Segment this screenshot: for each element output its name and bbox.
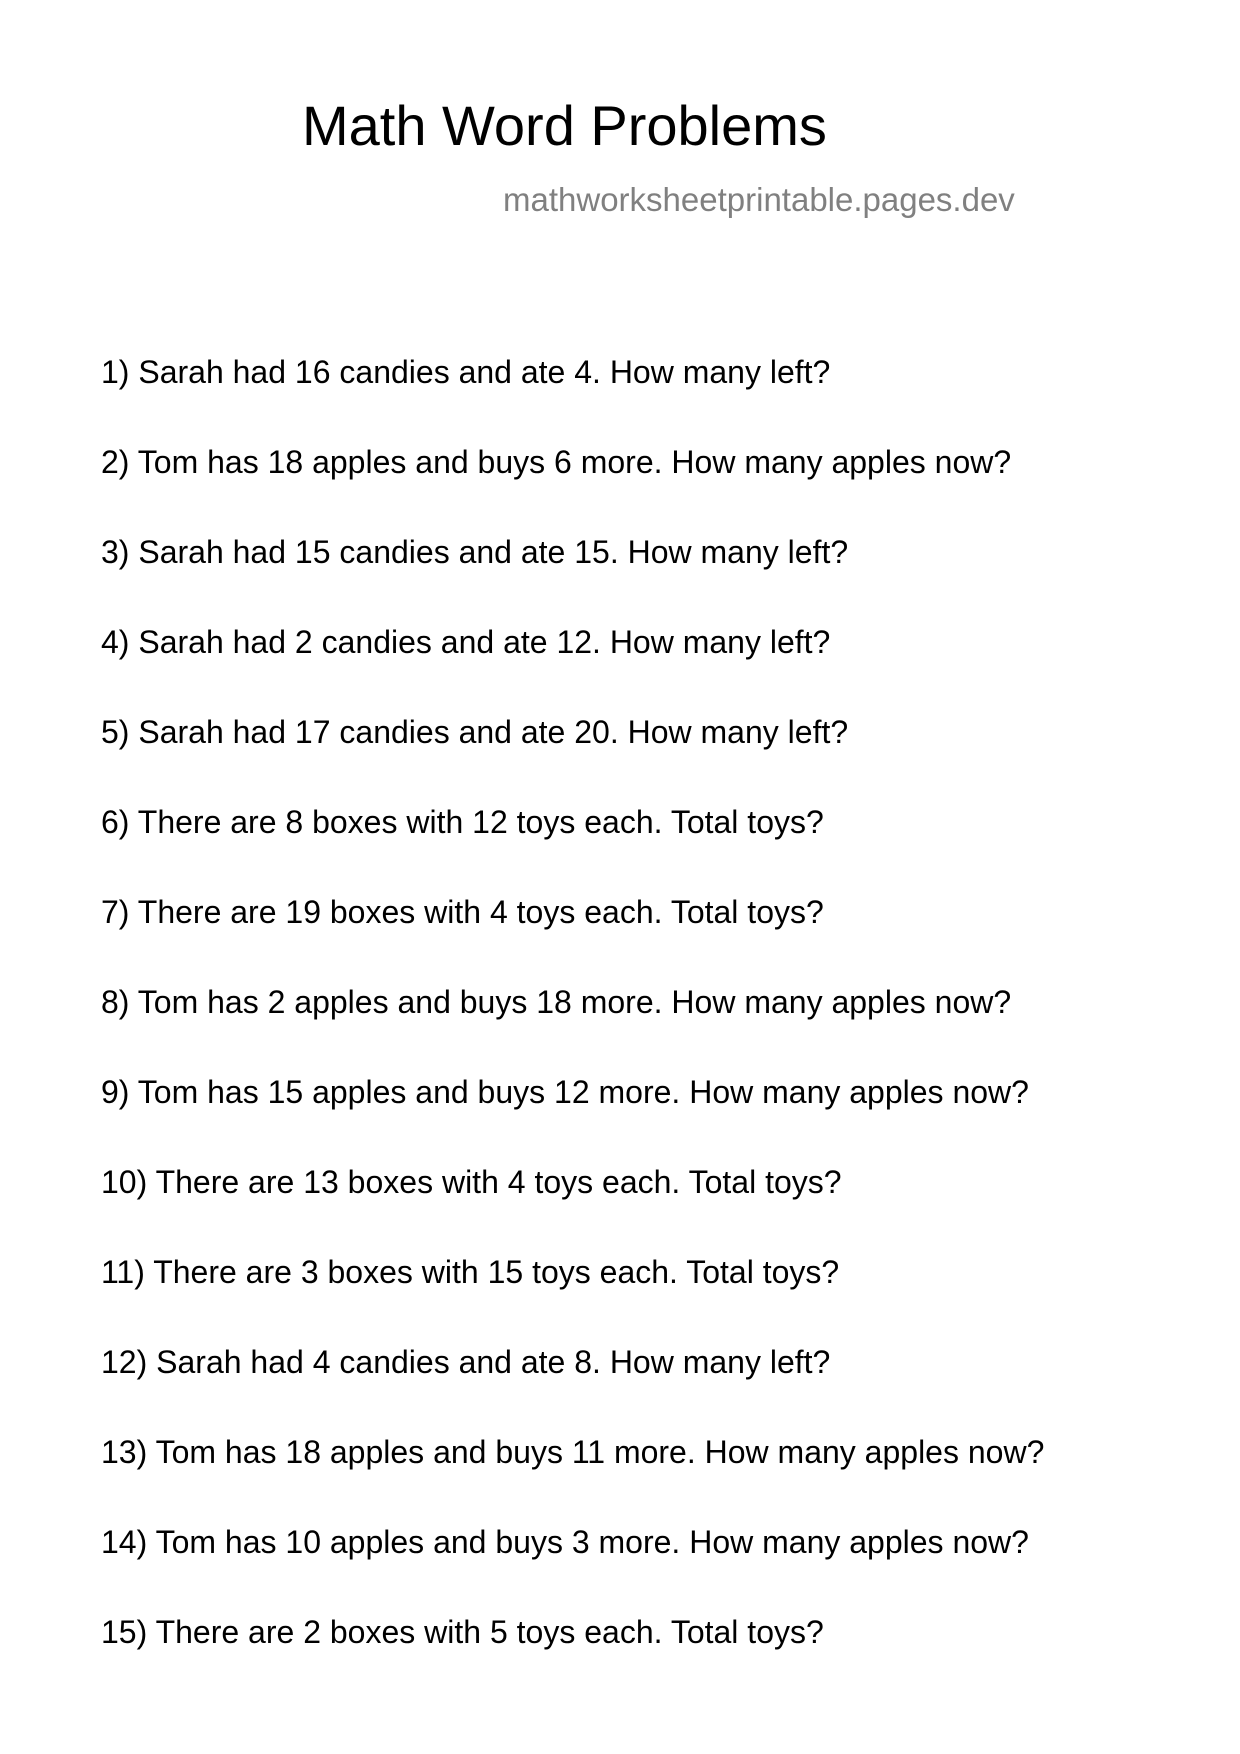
problem-4: 4) Sarah had 2 candies and ate 12. How many left? (101, 624, 831, 660)
page-title: Math Word Problems (302, 94, 827, 157)
source-url: mathworksheetprintable.pages.dev (503, 181, 1015, 218)
problem-15: 15) There are 2 boxes with 5 toys each. Total toys? (101, 1614, 824, 1650)
problem-11: 11) There are 3 boxes with 15 toys each. Total toys? (101, 1254, 840, 1290)
problem-8: 8) Tom has 2 apples and buys 18 more. How many apples now? (101, 984, 1012, 1020)
problem-14: 14) Tom has 10 apples and buys 3 more. How many apples now? (101, 1524, 1029, 1560)
problem-list (101, 352, 1044, 1702)
problem-1: 1) Sarah had 16 candies and ate 4. How many left? (101, 354, 831, 390)
problem-9: 9) Tom has 15 apples and buys 12 more. How many apples now? (101, 1074, 1029, 1110)
problem-13: 13) Tom has 18 apples and buys 11 more. How many apples now? (101, 1434, 1045, 1470)
problem-2: 2) Tom has 18 apples and buys 6 more. How many apples now? (101, 444, 1012, 480)
problem-3: 3) Sarah had 15 candies and ate 15. How many left? (101, 534, 849, 570)
problem-5: 5) Sarah had 17 candies and ate 20. How many left? (101, 714, 849, 750)
problem-10: 10) There are 13 boxes with 4 toys each. Total toys? (101, 1164, 842, 1200)
problem-7: 7) There are 19 boxes with 4 toys each. Total toys? (101, 894, 824, 930)
problem-12: 12) Sarah had 4 candies and ate 8. How many left? (101, 1344, 831, 1380)
problem-6: 6) There are 8 boxes with 12 toys each. Total toys? (101, 804, 824, 840)
